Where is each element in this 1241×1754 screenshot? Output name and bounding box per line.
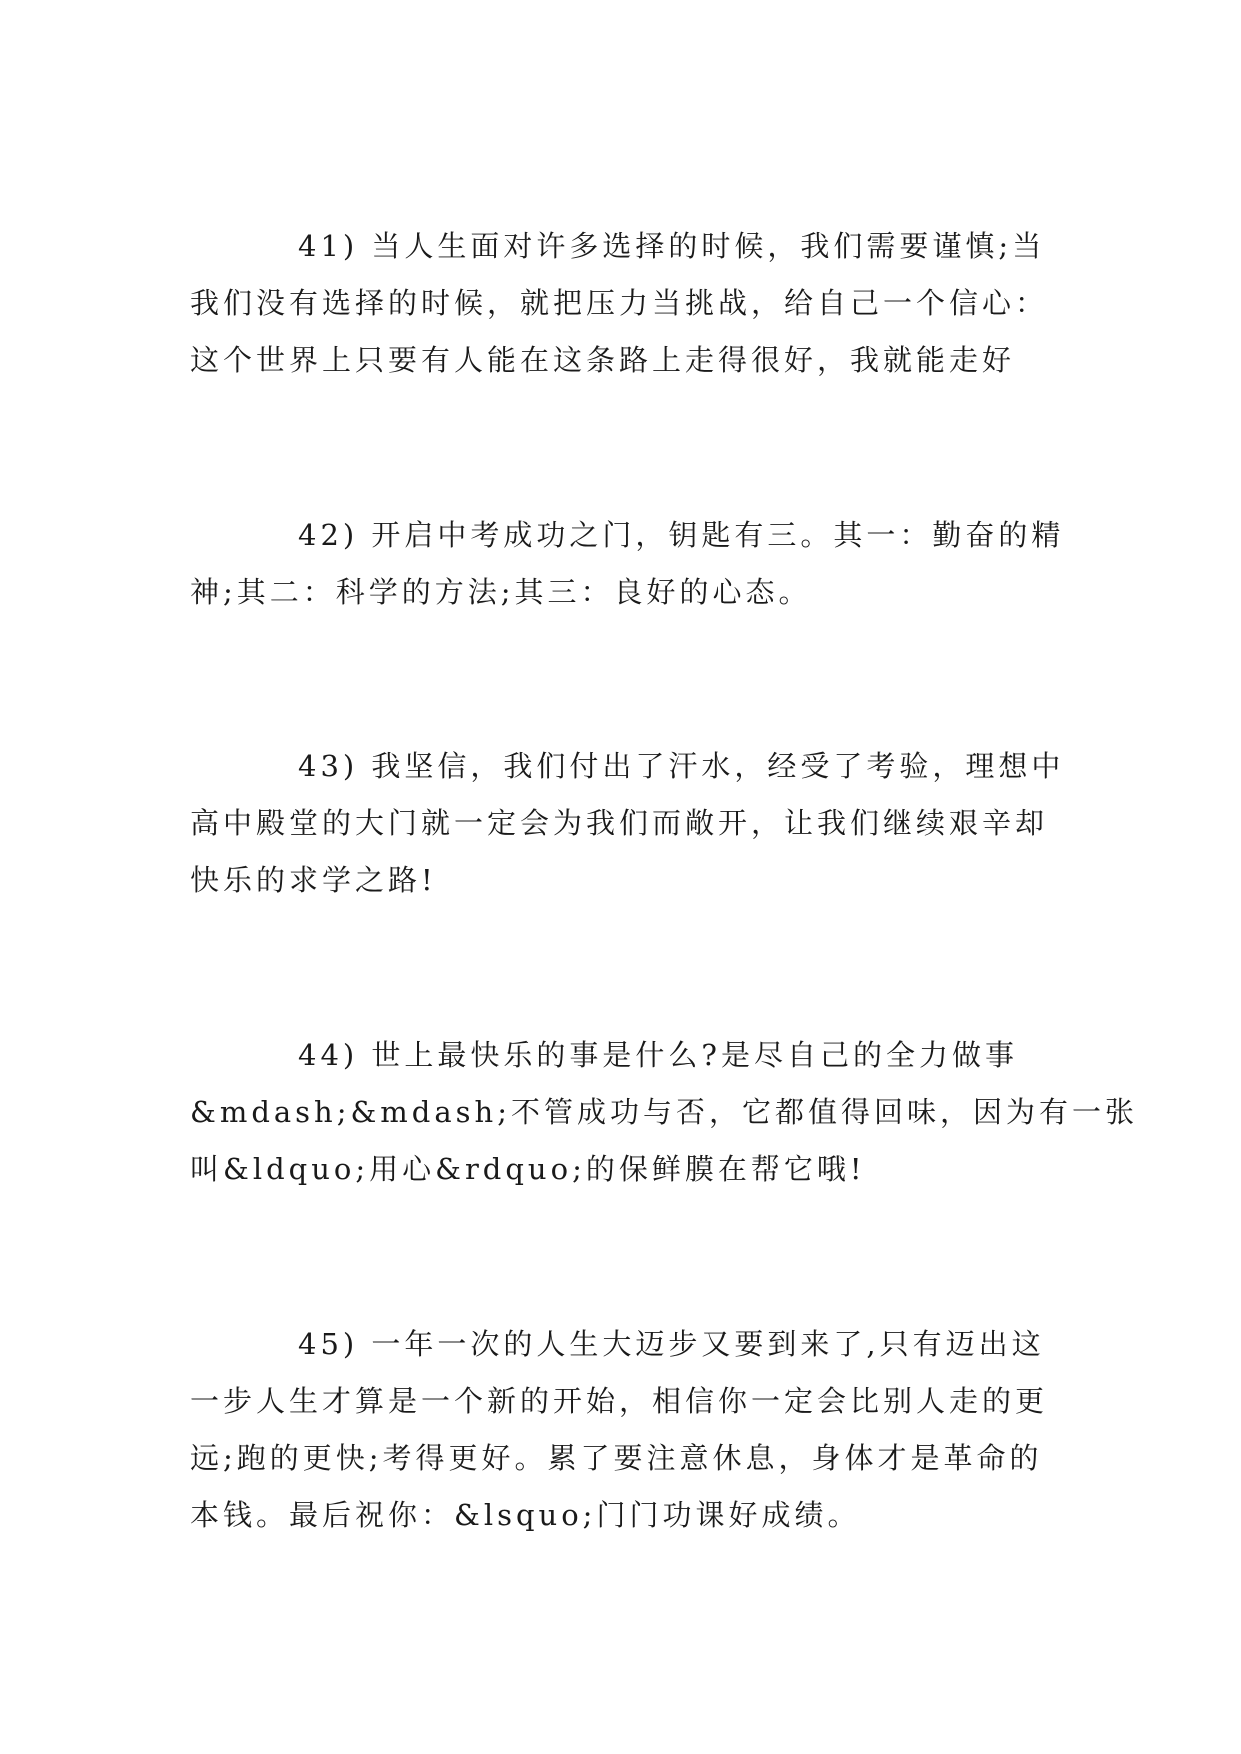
paragraph-line: 45) 一年一次的人生大迈步又要到来了,只有迈出这 bbox=[298, 1327, 1045, 1361]
paragraph-line: 高中殿堂的大门就一定会为我们而敞开，让我们继续艰辛却 bbox=[190, 806, 1049, 840]
paragraph-line: 这个世界上只要有人能在这条路上走得很好，我就能走好 bbox=[190, 343, 1016, 377]
paragraph-line: 一步人生才算是一个新的开始，相信你一定会比别人走的更 bbox=[190, 1384, 1049, 1418]
paragraph-line: &mdash;&mdash;不管成功与否，它都值得回味，因为有一张 bbox=[190, 1095, 1138, 1129]
paragraph-44 bbox=[190, 1027, 1138, 1198]
paragraph-line: 叫&ldquo;用心&rdquo;的保鲜膜在帮它哦! bbox=[190, 1152, 866, 1186]
paragraph-42 bbox=[190, 507, 1070, 621]
paragraph-line: 43) 我坚信，我们付出了汗水，经受了考验，理想中 bbox=[298, 749, 1065, 783]
paragraph-line: 神;其二：科学的方法;其三：良好的心态。 bbox=[190, 575, 812, 609]
paragraph-line: 42) 开启中考成功之门，钥匙有三。其一：勤奋的精 bbox=[298, 518, 1065, 552]
paragraph-line: 44) 世上最快乐的事是什么?是尽自己的全力做事 bbox=[298, 1038, 1018, 1072]
paragraph-45 bbox=[190, 1316, 1070, 1544]
paragraph-41 bbox=[190, 218, 1070, 389]
paragraph-line: 本钱。最后祝你：&lsquo;门门功课好成绩。 bbox=[190, 1498, 861, 1532]
paragraph-43 bbox=[190, 738, 1070, 909]
paragraph-line: 我们没有选择的时候，就把压力当挑战，给自己一个信心： bbox=[190, 286, 1049, 320]
paragraph-line: 41) 当人生面对许多选择的时候，我们需要谨慎;当 bbox=[298, 229, 1046, 263]
paragraph-line: 快乐的求学之路! bbox=[190, 863, 437, 897]
paragraph-line: 远;跑的更快;考得更好。累了要注意休息，身体才是革命的 bbox=[190, 1441, 1043, 1475]
